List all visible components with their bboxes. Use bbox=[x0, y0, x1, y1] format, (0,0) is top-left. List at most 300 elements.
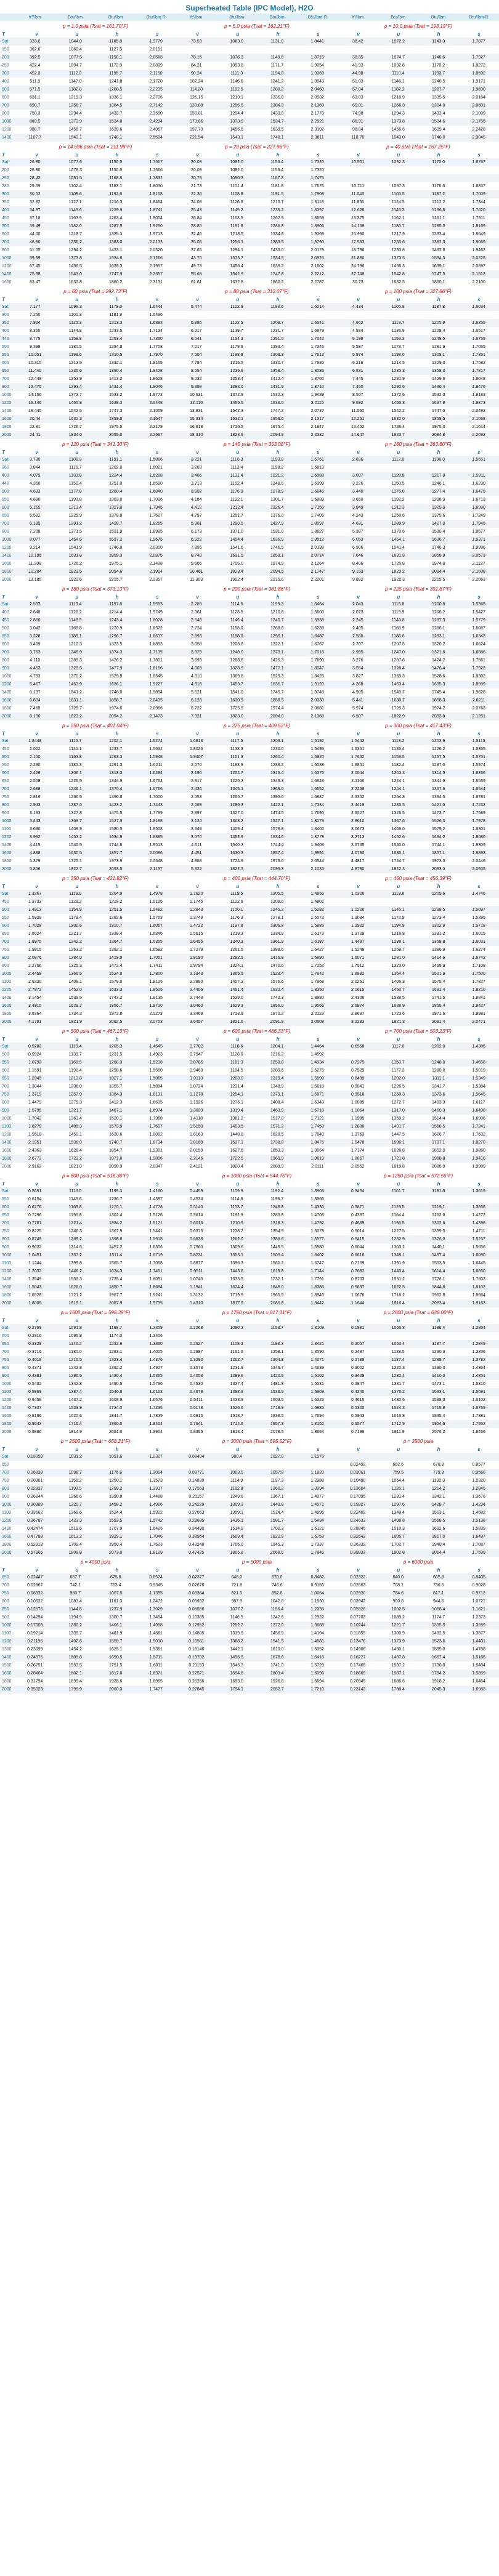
value-cell: 1858.3 bbox=[418, 696, 459, 705]
value-cell: 1336.1 bbox=[95, 94, 136, 102]
value-cell: 1.7334 bbox=[298, 801, 338, 809]
value-cell: 1.6840 bbox=[136, 488, 177, 496]
value-cell: 0.7199 bbox=[338, 1428, 378, 1436]
temperature-cell: Sat bbox=[0, 1324, 15, 1332]
value-cell: 1975.3 bbox=[418, 423, 459, 431]
value-cell: 1373.1 bbox=[257, 648, 298, 656]
value-cell: 3.650 bbox=[338, 496, 378, 504]
value-cell: 2.6773 bbox=[15, 1155, 55, 1163]
value-cell: 1359.1 bbox=[217, 1509, 258, 1517]
value-cell: 4.8790 bbox=[338, 865, 378, 873]
value-cell: 8.775 bbox=[15, 335, 55, 343]
value-cell: 1.8664 bbox=[459, 1291, 499, 1299]
value-cell: 2.1512 bbox=[459, 270, 499, 278]
value-cell: 1186.6 bbox=[378, 632, 419, 640]
value-cell: 1.4376 bbox=[136, 1356, 177, 1364]
value-cell: 2.2212 bbox=[298, 270, 338, 278]
value-cell: 5.379 bbox=[15, 857, 55, 865]
value-cell: 1448.8 bbox=[217, 1131, 258, 1139]
value-cell: 0.3429 bbox=[338, 1372, 378, 1380]
value-cell: 2.553 bbox=[176, 793, 217, 801]
value-cell: 2094.0 bbox=[257, 713, 298, 721]
property-header: u bbox=[75, 1181, 79, 1187]
value-cell: 1114.9 bbox=[217, 1477, 258, 1485]
value-cell: 1.6886 bbox=[459, 648, 499, 656]
value-cell: 1.6187 bbox=[298, 938, 338, 946]
value-cell: 84.21 bbox=[176, 62, 217, 70]
value-cell: 1.9301 bbox=[136, 1147, 177, 1155]
value-cell: 1531.0 bbox=[257, 528, 298, 536]
value-cell: 1.3749 bbox=[176, 914, 217, 922]
value-cell: 1.2864 bbox=[459, 1324, 499, 1332]
value-cell: 1523.4 bbox=[257, 970, 298, 978]
value-cell: 1.8097 bbox=[298, 520, 338, 528]
value-cell bbox=[176, 1461, 217, 1469]
value-cell: 1433.1 bbox=[95, 246, 136, 254]
value-cell: 0.6776 bbox=[15, 1203, 55, 1211]
value-cell: 1.9794 bbox=[176, 962, 217, 970]
value-cell: 1546.8 bbox=[95, 1388, 136, 1396]
table-row bbox=[0, 1155, 499, 1163]
column-header-row bbox=[0, 448, 499, 456]
value-cell: 1521.9 bbox=[418, 970, 459, 978]
value-cell: 221.54 bbox=[176, 134, 217, 142]
value-cell: 5.301 bbox=[176, 520, 217, 528]
value-cell: 1.4788 bbox=[459, 1645, 499, 1653]
value-cell: 5.441 bbox=[338, 696, 378, 705]
temperature-cell: 1100 bbox=[0, 1259, 15, 1267]
value-cell: 1969.9 bbox=[257, 1155, 298, 1163]
value-cell: 1101.7 bbox=[378, 1187, 419, 1195]
value-cell: 2.1266 bbox=[136, 254, 177, 262]
value-cell: 1384.3 bbox=[257, 102, 298, 110]
value-cell: 1.9981 bbox=[459, 1010, 499, 1018]
property-header: h bbox=[437, 1036, 440, 1042]
value-cell: 1428.7 bbox=[418, 1501, 459, 1509]
value-cell: 2.0096 bbox=[136, 849, 177, 857]
table-row bbox=[0, 914, 499, 922]
property-header: s bbox=[156, 151, 159, 158]
value-cell: 1236.7 bbox=[95, 1195, 136, 1203]
value-cell: 2083.4 bbox=[418, 1299, 459, 1307]
value-cell: 1.7344 bbox=[459, 198, 499, 206]
value-cell: 1145.6 bbox=[55, 1195, 96, 1203]
value-cell: 1747.2 bbox=[257, 407, 298, 415]
temperature-cell: 700 bbox=[0, 785, 15, 793]
pressure-title: p = 700 psia (Tsat = 503.23°F) bbox=[385, 1028, 452, 1034]
value-cell: 2.2268 bbox=[338, 785, 378, 793]
temperature-cell: 1200 bbox=[0, 833, 15, 841]
pressure-title: p = 3000 psia (Tsat = 695.52°F) bbox=[222, 1439, 292, 1444]
value-cell: 1535.3 bbox=[55, 1275, 96, 1283]
value-cell: 1091.6 bbox=[95, 1453, 136, 1461]
value-cell: 1.5150 bbox=[176, 1123, 217, 1131]
value-cell: 1401.7 bbox=[378, 1123, 419, 1131]
pressure-title: p = 300 psia (Tsat = 417.43°F) bbox=[385, 723, 452, 729]
table-row bbox=[0, 46, 499, 54]
value-cell: 1.3856 bbox=[459, 1203, 499, 1211]
value-cell: 4.631 bbox=[338, 520, 378, 528]
temperature-cell: 650 bbox=[0, 1211, 15, 1219]
temperature-cell: 600 bbox=[0, 922, 15, 930]
temperature-cell: 600 bbox=[0, 769, 15, 777]
value-cell: 2.1069 bbox=[136, 407, 177, 415]
value-cell: 0.22402 bbox=[338, 1509, 378, 1517]
value-cell: 1044.0 bbox=[55, 38, 96, 46]
property-header: u bbox=[75, 1567, 79, 1573]
value-cell: 1174.7 bbox=[418, 1613, 459, 1621]
table-row bbox=[0, 841, 499, 849]
value-cell: 0.02377 bbox=[176, 1573, 217, 1581]
value-cell: 1.6494 bbox=[136, 769, 177, 777]
value-cell: 1365.5 bbox=[217, 970, 258, 978]
value-cell: 1.8024 bbox=[15, 930, 55, 938]
value-cell: 1.7512 bbox=[338, 962, 378, 970]
value-cell: 1.6034 bbox=[459, 303, 499, 311]
value-cell: 1472.4 bbox=[95, 962, 136, 970]
value-cell: 3.193 bbox=[15, 809, 55, 817]
value-cell: 1137.7 bbox=[418, 1340, 459, 1348]
value-cell: 1.8425 bbox=[298, 672, 338, 680]
value-cell: 1.6162 bbox=[136, 1388, 177, 1396]
property-header-group bbox=[338, 1318, 499, 1323]
value-cell: 73.53 bbox=[176, 38, 217, 46]
value-cell: 1922.3 bbox=[378, 576, 419, 584]
value-cell: 1532.0 bbox=[418, 391, 459, 399]
value-cell: 1.4996 bbox=[298, 1509, 338, 1517]
value-cell: 1440.1 bbox=[418, 1243, 459, 1251]
value-cell: 1973.9 bbox=[95, 857, 136, 865]
property-header: s bbox=[477, 296, 481, 302]
value-cell: 1.9408 bbox=[298, 841, 338, 849]
value-cell: 0.3847 bbox=[338, 1380, 378, 1388]
value-cell: 1.7241 bbox=[459, 1123, 499, 1131]
pressure-title: p = 5.0 psia (Tsat = 162.21°F) bbox=[224, 23, 290, 29]
temperature-cell: 1400 bbox=[0, 552, 15, 560]
value-cell: 1204.1 bbox=[257, 1043, 298, 1051]
property-header: h bbox=[437, 1567, 440, 1573]
value-cell: 0.08556 bbox=[176, 1605, 217, 1613]
property-table bbox=[0, 890, 499, 1026]
property-header: u bbox=[397, 1446, 400, 1452]
value-cell: 32.46 bbox=[176, 230, 217, 238]
value-cell: 1280.4 bbox=[95, 488, 136, 496]
value-cell: 1715.8 bbox=[418, 1404, 459, 1412]
value-cell: 1.7839 bbox=[136, 1412, 177, 1420]
temperature-cell: 1600 bbox=[0, 1002, 15, 1010]
value-cell: 1.6121 bbox=[298, 1525, 338, 1533]
temperature-cell: 400 bbox=[0, 327, 15, 335]
value-cell: 2.1608 bbox=[459, 568, 499, 576]
value-cell: 1.8102 bbox=[459, 1283, 499, 1291]
value-cell: 1973.3 bbox=[418, 857, 459, 865]
value-cell: 1150.5 bbox=[95, 158, 136, 166]
temperature-cell: 800 bbox=[0, 954, 15, 962]
value-cell: 0.5300 bbox=[338, 1404, 378, 1412]
value-cell: 2.1033 bbox=[298, 865, 338, 873]
value-cell: 1629.3 bbox=[217, 1002, 258, 1010]
value-cell: 38.85 bbox=[338, 54, 378, 62]
value-cell: 2.196 bbox=[176, 769, 217, 777]
property-table bbox=[0, 303, 499, 439]
value-cell: 1714.6 bbox=[217, 1420, 258, 1428]
property-table bbox=[0, 1187, 499, 1307]
value-cell: 1431.0 bbox=[257, 383, 298, 391]
value-cell: 3.849 bbox=[338, 504, 378, 512]
value-cell bbox=[418, 1453, 459, 1461]
value-cell: 2.0648 bbox=[136, 857, 177, 865]
table-row bbox=[0, 1067, 499, 1075]
value-cell: 1971.6 bbox=[418, 1010, 459, 1018]
temperature-header: T bbox=[2, 1317, 5, 1323]
value-cell bbox=[257, 1461, 298, 1469]
value-cell: 1975.1 bbox=[95, 560, 136, 568]
pressure-title: p = 10.0 psia (Tsat = 193.19°F) bbox=[384, 23, 453, 29]
value-cell: 1113.4 bbox=[217, 464, 258, 472]
value-cell: 0.13059 bbox=[15, 1453, 55, 1461]
value-cell: 1858.5 bbox=[257, 696, 298, 705]
value-cell: 0.1881 bbox=[338, 1324, 378, 1332]
value-cell: 1200.8 bbox=[418, 600, 459, 608]
table-row bbox=[0, 504, 499, 512]
value-cell: 0.20945 bbox=[338, 1678, 378, 1686]
temperature-cell: 700 bbox=[0, 1469, 15, 1477]
table-row bbox=[0, 1493, 499, 1501]
value-cell: 1169.8 bbox=[55, 1203, 96, 1211]
temperature-cell: 1100 bbox=[0, 1123, 15, 1131]
value-cell: 1.5097 bbox=[459, 906, 499, 914]
table-row bbox=[0, 946, 499, 954]
value-cell: 1.2472 bbox=[136, 1597, 177, 1605]
value-cell bbox=[418, 1195, 459, 1203]
value-cell: 1.9619 bbox=[298, 1155, 338, 1163]
value-cell: 2.317 bbox=[176, 777, 217, 785]
temperature-cell: 1800 bbox=[0, 568, 15, 576]
value-cell: 1587.1 bbox=[378, 1670, 419, 1678]
value-cell: 1446.2 bbox=[55, 1267, 96, 1275]
table-row bbox=[0, 415, 499, 423]
value-cell: 1154.9 bbox=[55, 906, 96, 914]
value-cell: 8.554 bbox=[176, 367, 217, 375]
value-cell: 0.3454 bbox=[338, 1187, 378, 1195]
units-row bbox=[0, 14, 499, 21]
value-cell: 0.8405 bbox=[459, 1573, 499, 1581]
table-row bbox=[0, 472, 499, 480]
value-cell: 1.9309 bbox=[459, 841, 499, 849]
value-cell: 1453.9 bbox=[55, 680, 96, 688]
value-cell: 1366.5 bbox=[55, 970, 96, 978]
property-header: u bbox=[75, 883, 79, 889]
value-cell: 1741.0 bbox=[257, 1661, 298, 1670]
table-row bbox=[0, 367, 499, 375]
value-cell: 4.662 bbox=[338, 319, 378, 327]
value-cell: 2.9162 bbox=[15, 1163, 55, 1171]
value-cell: 1076.3 bbox=[217, 54, 258, 62]
value-cell: 1605.7 bbox=[378, 1533, 419, 1541]
value-cell: 1310.7 bbox=[95, 922, 136, 930]
value-cell: 1856.7 bbox=[95, 1002, 136, 1010]
value-cell: 8.406 bbox=[338, 560, 378, 568]
value-cell: 1735.4 bbox=[95, 1275, 136, 1283]
pressure-title: p = 1250 psia (Tsat = 572.56°F) bbox=[383, 1173, 453, 1179]
value-cell: 0.05932 bbox=[176, 1597, 217, 1605]
property-header-group bbox=[177, 594, 338, 600]
temperature-cell: 1200 bbox=[0, 262, 15, 270]
value-cell: 1722.5 bbox=[217, 1155, 258, 1163]
pressure-header bbox=[0, 143, 499, 151]
value-cell: 0.4689 bbox=[338, 1219, 378, 1227]
value-cell bbox=[298, 46, 338, 54]
value-cell: 1.8677 bbox=[459, 528, 499, 536]
value-cell: 1122.5 bbox=[217, 319, 258, 327]
value-cell: 1.8700 bbox=[298, 375, 338, 383]
value-cell: 1221.2 bbox=[257, 472, 298, 480]
value-cell: 1117.0 bbox=[378, 1043, 419, 1051]
value-cell: 28.85 bbox=[176, 222, 217, 230]
value-cell: 1193.8 bbox=[257, 456, 298, 464]
value-cell: 3.221 bbox=[176, 456, 217, 464]
value-cell: 0.18669 bbox=[338, 1670, 378, 1678]
property-header: h bbox=[276, 883, 280, 889]
value-cell: 1.7405 bbox=[298, 512, 338, 520]
value-cell: 17.533 bbox=[338, 238, 378, 246]
value-cell: 1230.0 bbox=[257, 745, 298, 753]
temperature-cell: 650 bbox=[0, 1340, 15, 1348]
value-cell: 2.1127 bbox=[459, 560, 499, 568]
value-cell: 0.8225 bbox=[15, 1227, 55, 1235]
value-cell: 2.943 bbox=[15, 801, 55, 809]
value-cell: 1.1278 bbox=[176, 1091, 217, 1099]
value-cell: 1128.8 bbox=[378, 472, 419, 480]
value-cell: 1.8386 bbox=[298, 1283, 338, 1291]
value-cell: 1334.2 bbox=[95, 1219, 136, 1227]
value-cell: 1237.3 bbox=[418, 616, 459, 624]
temperature-cell: 300 bbox=[0, 70, 15, 78]
table-row bbox=[0, 1678, 499, 1686]
value-cell: 1.7155 bbox=[298, 504, 338, 512]
table-row bbox=[0, 496, 499, 504]
value-cell: 1231.4 bbox=[217, 1083, 258, 1091]
table-row bbox=[0, 1075, 499, 1083]
value-cell: 1258.1 bbox=[257, 1348, 298, 1356]
table-row bbox=[0, 118, 499, 126]
temperature-cell: 550 bbox=[0, 761, 15, 769]
value-cell: 1565.7 bbox=[95, 1259, 136, 1267]
value-cell: 1286.8 bbox=[257, 222, 298, 230]
table-row bbox=[0, 270, 499, 278]
value-cell: 1.9250 bbox=[136, 222, 177, 230]
value-cell: 5.474 bbox=[176, 303, 217, 311]
value-cell: 1.7799 bbox=[136, 809, 177, 817]
property-header-group bbox=[338, 1567, 499, 1573]
value-cell: 6.053 bbox=[338, 536, 378, 544]
value-cell: 1.7620 bbox=[459, 206, 499, 214]
temperature-cell: Sat bbox=[0, 890, 15, 898]
table-row bbox=[0, 1147, 499, 1155]
value-cell: 4.1791 bbox=[15, 1018, 55, 1026]
value-cell: 1214.4 bbox=[95, 608, 136, 616]
value-cell: 34.97 bbox=[15, 206, 55, 214]
value-cell: 1.6427 bbox=[298, 946, 338, 954]
value-cell: 61.61 bbox=[176, 278, 217, 286]
table-row bbox=[0, 1461, 499, 1469]
value-cell: 1857.1 bbox=[418, 849, 459, 857]
value-cell: 1.8129 bbox=[136, 1549, 177, 1557]
value-cell: 4.453 bbox=[15, 664, 55, 672]
temperature-cell: 750 bbox=[0, 793, 15, 801]
value-cell: 1626.0 bbox=[55, 1283, 96, 1291]
value-cell: 1.3590 bbox=[298, 1348, 338, 1356]
value-cell: 1853.3 bbox=[257, 1147, 298, 1155]
value-cell: 1372.9 bbox=[217, 391, 258, 399]
value-cell: 1824.0 bbox=[55, 431, 96, 439]
table-row bbox=[0, 1573, 499, 1581]
value-cell bbox=[378, 1051, 419, 1059]
value-cell: 1.6117 bbox=[459, 1099, 499, 1107]
temperature-cell: 900 bbox=[0, 1493, 15, 1501]
value-cell: 2.0544 bbox=[298, 857, 338, 865]
property-header: s bbox=[477, 1317, 481, 1323]
value-cell: 1.0724 bbox=[176, 1083, 217, 1091]
value-cell: 1529.3 bbox=[257, 672, 298, 680]
value-cell: 1.7582 bbox=[459, 359, 499, 367]
value-cell: 1.3903 bbox=[298, 1187, 338, 1195]
value-cell: 2.1473 bbox=[136, 713, 177, 721]
value-cell: 1102.6 bbox=[217, 303, 258, 311]
value-cell: 1.2988 bbox=[298, 1477, 338, 1485]
value-cell bbox=[176, 311, 217, 319]
value-cell: 1456.4 bbox=[217, 262, 258, 270]
value-cell: 1.9241 bbox=[136, 1291, 177, 1299]
value-cell: 2.0609 bbox=[298, 1018, 338, 1026]
pressure-title: p = 60 psia (Tsat = 292.73°F) bbox=[63, 289, 128, 294]
value-cell: 197.70 bbox=[176, 126, 217, 134]
value-cell: 0.9924 bbox=[15, 1051, 55, 1059]
value-cell: 1.4071 bbox=[298, 1356, 338, 1364]
table-row bbox=[0, 311, 499, 319]
column-header-row bbox=[0, 730, 499, 737]
property-header: h bbox=[437, 151, 440, 158]
value-cell: 1.6887 bbox=[298, 793, 338, 801]
value-cell: 0.36787 bbox=[15, 1517, 55, 1525]
value-cell: 1639.2 bbox=[257, 262, 298, 270]
value-cell: 39.49 bbox=[15, 222, 55, 230]
value-cell: 1732.1 bbox=[257, 1275, 298, 1283]
property-table bbox=[0, 1573, 499, 1694]
value-cell: 1150.4 bbox=[55, 480, 96, 488]
value-cell: 1738.8 bbox=[257, 1139, 298, 1147]
value-cell: 1543.1 bbox=[55, 134, 96, 142]
pressure-header bbox=[0, 874, 499, 882]
property-header: h bbox=[276, 1317, 280, 1323]
value-cell: 1364.7 bbox=[95, 938, 136, 946]
value-cell: 1416.8 bbox=[257, 954, 298, 962]
value-cell: 1.6879 bbox=[298, 327, 338, 335]
value-cell: 2.648 bbox=[15, 608, 55, 616]
value-cell: 1823.7 bbox=[378, 431, 419, 439]
value-cell: 1302.4 bbox=[95, 1211, 136, 1219]
value-cell: 138.08 bbox=[176, 102, 217, 110]
value-cell: 1296.5 bbox=[55, 1372, 96, 1380]
value-cell: 1.6078 bbox=[136, 616, 177, 624]
value-cell: 1216.2 bbox=[257, 1051, 298, 1059]
property-header: s bbox=[317, 594, 320, 600]
temperature-cell: 600 bbox=[0, 1332, 15, 1340]
table-row bbox=[0, 1139, 499, 1147]
value-cell: 1153.7 bbox=[217, 1203, 258, 1211]
value-cell: 1814.9 bbox=[55, 1428, 96, 1436]
value-cell: 1063.0 bbox=[217, 38, 258, 46]
